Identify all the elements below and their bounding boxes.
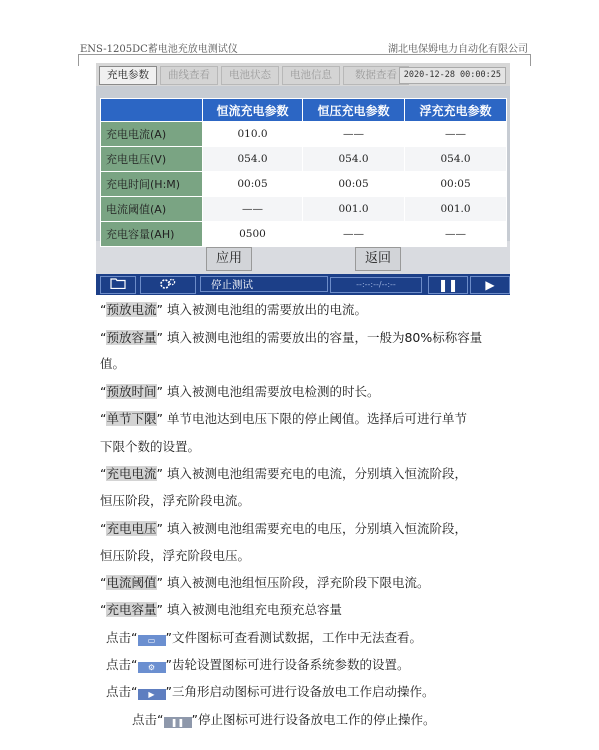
para-prefix: 点击 <box>106 684 132 699</box>
para-continuation: 下限个数的设置。 <box>100 439 201 454</box>
table-row <box>101 222 507 247</box>
value-field[interactable]: —— <box>405 122 507 147</box>
value-field[interactable]: 054.0 <box>405 147 507 172</box>
crop-mark-left <box>62 54 79 66</box>
table-row <box>101 122 507 147</box>
term: 充电容量 <box>106 602 157 617</box>
row-label: 充电容量(AH) <box>101 222 203 247</box>
value-field[interactable]: 001.0 <box>303 197 405 222</box>
value-field[interactable]: —— <box>303 122 405 147</box>
pause-icon: ❚❚ <box>164 717 192 728</box>
tab-battery-status[interactable]: 电池状态 <box>221 66 279 85</box>
apply-button[interactable]: 应用 <box>206 247 252 271</box>
para-cell-lower-limit: “单节下限” 单节电池达到电压下限的停止阈值。选择后可进行单节 <box>100 411 467 426</box>
para-prefix: 点击 <box>132 712 158 727</box>
para-text: 单节电池达到电压下限的停止阈值。选择后可进行单节 <box>166 411 467 426</box>
value-field[interactable]: —— <box>303 222 405 247</box>
row-label: 电流阈值(A) <box>101 197 203 222</box>
para-text: 填入被测电池组的需要放出的电流。 <box>166 302 367 317</box>
para-current-threshold: “电流阈值” 填入被测电池组恒压阶段，浮充阶段下限电流。 <box>100 575 430 590</box>
gears-icon: ⚙ <box>138 662 166 673</box>
term: 充电电压 <box>106 521 157 536</box>
folder-icon: ▭ <box>138 635 166 646</box>
tab-curve-view[interactable]: 曲线查看 <box>160 66 218 85</box>
tab-charge-params[interactable]: 充电参数 <box>99 66 157 85</box>
value-field[interactable]: 001.0 <box>405 197 507 222</box>
folder-icon[interactable] <box>100 276 136 294</box>
row-label: 充电电压(V) <box>101 147 203 172</box>
para-text: 齿轮设置图标可进行设备系统参数的设置。 <box>171 657 410 672</box>
term: 预放时间 <box>106 384 157 399</box>
para-folder-instruction: 点击“ ▭ ”文件图标可查看测试数据，工作中无法查看。 <box>106 630 422 645</box>
para-discharge-current: “预放电流” 填入被测电池组的需要放出的电流。 <box>100 302 367 317</box>
table-header-row <box>101 99 507 122</box>
pause-icon[interactable]: ❚❚ <box>428 276 468 294</box>
para-prefix: 点击 <box>106 630 132 645</box>
table-corner-cell <box>101 99 203 122</box>
value-field[interactable]: —— <box>203 197 303 222</box>
table-row <box>101 197 507 222</box>
term: 电流阈值 <box>106 575 157 590</box>
term: 预放容量 <box>106 330 157 345</box>
para-continuation: 恒压阶段，浮充阶段电压。 <box>100 548 251 563</box>
para-text: 三角形启动图标可进行设备放电工作启动操作。 <box>171 684 435 699</box>
para-text: 填入被测电池组充电预充总容量 <box>166 602 342 617</box>
para-gear-instruction: 点击“ ⚙ ”齿轮设置图标可进行设备系统参数的设置。 <box>106 657 410 672</box>
table-row <box>101 147 507 172</box>
status-text: 停止测试 <box>200 276 328 292</box>
play-icon[interactable]: ▶ <box>470 276 510 294</box>
value-field[interactable]: 00:05 <box>203 172 303 197</box>
value-field[interactable]: 0500 <box>203 222 303 247</box>
para-discharge-capacity: “预放容量” 填入被测电池组的需要放出的容量，一般为80%标称容量 <box>100 330 483 345</box>
term: 预放电流 <box>106 302 157 317</box>
col-header-cv: 恒压充电参数 <box>303 99 405 122</box>
para-prefix: 点击 <box>106 657 132 672</box>
para-text: 停止图标可进行设备放电工作的停止操作。 <box>197 712 436 727</box>
term: 充电电流 <box>106 466 157 481</box>
value-field[interactable]: —— <box>405 222 507 247</box>
tab-data-view[interactable]: 数据查看 <box>343 66 409 85</box>
value-field[interactable]: 00:05 <box>303 172 405 197</box>
time-readout: --:--:--/--:-- <box>330 277 422 293</box>
term: 单节下限 <box>106 411 157 426</box>
value-field[interactable]: 010.0 <box>203 122 303 147</box>
col-header-float: 浮充充电参数 <box>405 99 507 122</box>
para-text: 填入被测电池组恒压阶段，浮充阶段下限电流。 <box>166 575 430 590</box>
para-continuation: 恒压阶段，浮充阶段电流。 <box>100 493 251 508</box>
para-text: 填入被测电池组的需要放出的容量，一般为80%标称容量 <box>166 330 483 345</box>
value-field[interactable]: 054.0 <box>303 147 405 172</box>
header-rule <box>78 54 531 55</box>
para-continuation: 值。 <box>100 356 126 371</box>
row-label: 充电电流(A) <box>101 122 203 147</box>
status-bar <box>96 274 510 295</box>
tab-battery-info[interactable]: 电池信息 <box>282 66 340 85</box>
crop-mark-right <box>530 54 547 66</box>
row-label: 充电时间(H:M) <box>101 172 203 197</box>
col-header-cc: 恒流充电参数 <box>203 99 303 122</box>
para-discharge-time: “预放时间” 填入被测电池组需要放电检测的时长。 <box>100 384 380 399</box>
clock-display: 2020-12-28 00:00:25 <box>399 67 506 84</box>
tab-bar <box>96 63 510 86</box>
charge-params-table <box>100 98 507 247</box>
gears-icon[interactable] <box>140 276 196 294</box>
params-panel <box>96 86 510 241</box>
para-text: 文件图标可查看测试数据，工作中无法查看。 <box>171 630 422 645</box>
value-field[interactable]: 00:05 <box>405 172 507 197</box>
header-company: 湖北电保姆电力自动化有限公司 <box>388 44 528 55</box>
para-charge-capacity: “充电容量” 填入被测电池组充电预充总容量 <box>100 602 342 617</box>
para-text: 填入被测电池组需要充电的电压，分别填入恒流阶段， <box>166 521 467 536</box>
para-pause-instruction: 点击“ ❚❚ ”停止图标可进行设备放电工作的停止操作。 <box>132 712 436 727</box>
para-text: 填入被测电池组需要放电检测的时长。 <box>166 384 380 399</box>
play-icon: ▶ <box>138 689 166 700</box>
device-screen-image <box>96 63 510 295</box>
para-charge-voltage: “充电电压” 填入被测电池组需要充电的电压，分别填入恒流阶段， <box>100 521 467 536</box>
para-play-instruction: 点击“ ▶ ”三角形启动图标可进行设备放电工作启动操作。 <box>106 684 435 699</box>
value-field[interactable]: 054.0 <box>203 147 303 172</box>
para-charge-current: “充电电流” 填入被测电池组需要充电的电流，分别填入恒流阶段， <box>100 466 467 481</box>
table-row <box>101 172 507 197</box>
para-text: 填入被测电池组需要充电的电流，分别填入恒流阶段， <box>166 466 467 481</box>
header-doc-title: ENS-1205DC蓄电池充放电测试仪 <box>80 44 238 55</box>
back-button[interactable]: 返回 <box>355 247 401 271</box>
